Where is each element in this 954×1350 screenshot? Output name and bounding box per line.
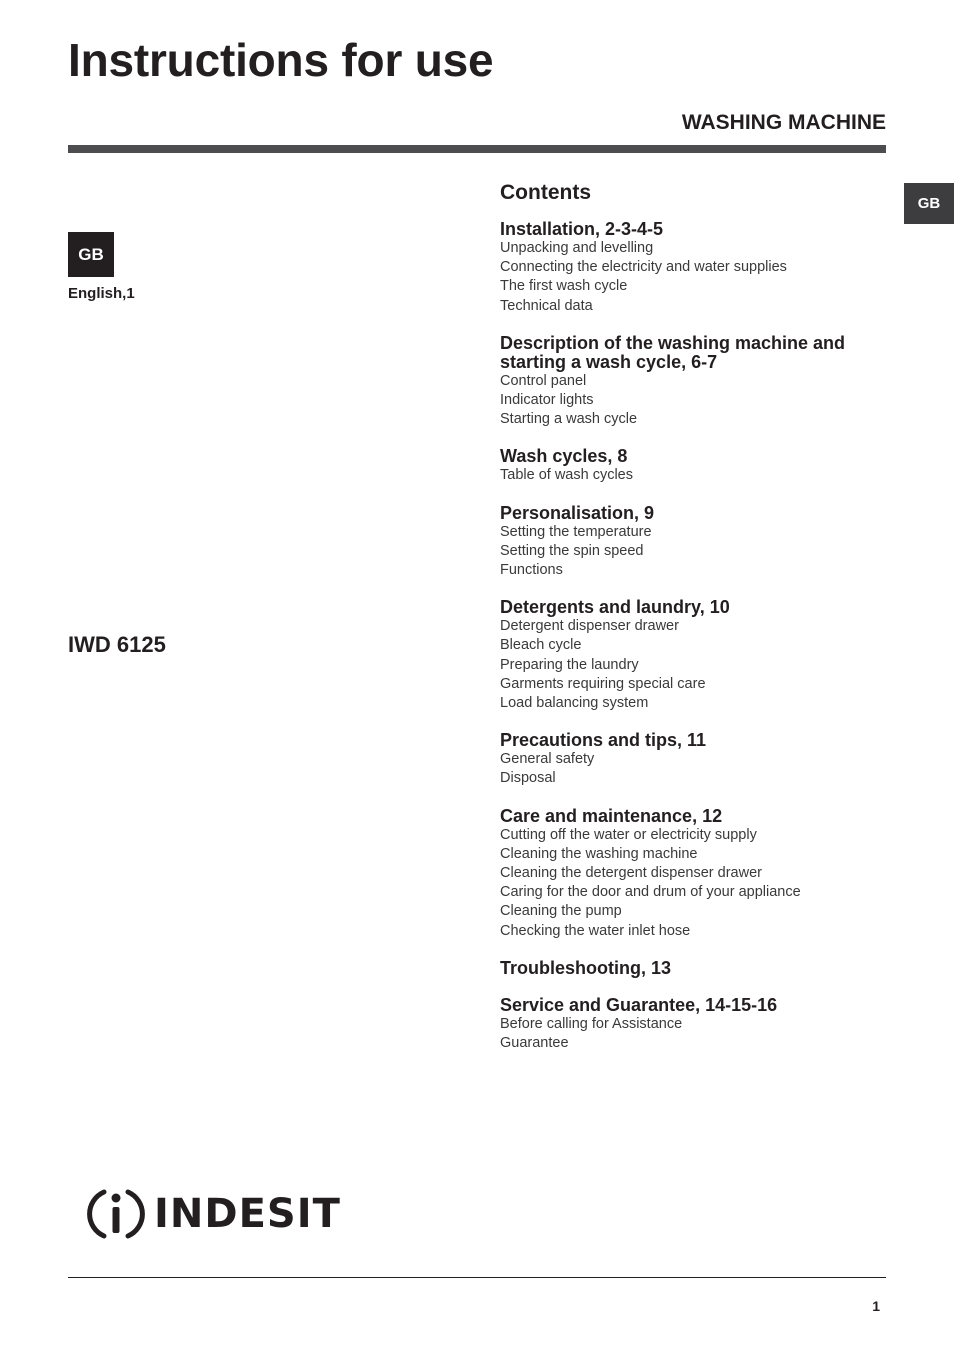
contents-section <box>500 220 890 316</box>
section-item: Garments requiring special care <box>500 675 706 692</box>
section-items <box>500 372 890 430</box>
section-title: Service and Guarantee, 14-15-16 <box>500 994 778 1015</box>
section-items <box>500 1015 890 1053</box>
contents-section <box>500 731 890 788</box>
section-item: General safety <box>500 751 595 768</box>
contents-heading: Contents <box>500 181 591 204</box>
section-item: Preparing the laundry <box>500 656 639 673</box>
section-item: Detergent dispenser drawer <box>500 618 679 635</box>
contents-section <box>500 959 890 978</box>
indesit-logo-icon <box>84 1182 148 1246</box>
section-item: Starting a wash cycle <box>500 411 638 428</box>
section-title: Care and maintenance, 12 <box>500 805 723 826</box>
section-title: Personalisation, 9 <box>500 502 655 523</box>
header-divider <box>68 145 886 153</box>
contents-section <box>500 447 890 485</box>
section-item: Cutting off the water or electricity supply <box>500 826 757 843</box>
table-of-contents <box>500 180 890 1071</box>
contents-section <box>500 334 890 430</box>
language-side-tab: GB <box>904 183 954 224</box>
footer-divider <box>68 1277 886 1278</box>
section-item: Disposal <box>500 770 556 787</box>
contents-sections <box>500 220 890 1053</box>
section-item: Cleaning the detergent dispenser drawer <box>500 865 762 882</box>
section-items <box>500 466 890 485</box>
section-item: Checking the water inlet hose <box>500 922 691 939</box>
language-label: English,1 <box>68 285 135 302</box>
contents-section <box>500 996 890 1053</box>
section-title: Installation, 2-3-4-5 <box>500 219 664 239</box>
section-title: Troubleshooting, 13 <box>500 957 672 978</box>
section-item: Control panel <box>500 372 587 389</box>
section-item: Cleaning the washing machine <box>500 845 698 862</box>
model-number: IWD 6125 <box>68 632 166 657</box>
section-title: Detergents and laundry, 10 <box>500 597 730 618</box>
section-item: Unpacking and levelling <box>500 240 654 256</box>
section-item: Connecting the electricity and water supplies <box>500 259 787 276</box>
section-item: Cleaning the pump <box>500 903 622 920</box>
brand-wordmark: INDESIT <box>154 1191 341 1237</box>
section-item: Bleach cycle <box>500 637 582 654</box>
contents-section <box>500 504 890 581</box>
page-number: 1 <box>872 1298 880 1314</box>
section-items <box>500 750 890 788</box>
section-item: Before calling for Assistance <box>500 1015 683 1032</box>
section-title: Description of the washing machine and starting a wash cycle, 6-7 <box>500 332 846 372</box>
section-item: Setting the temperature <box>500 523 652 540</box>
section-title: Wash cycles, 8 <box>500 446 628 467</box>
section-item: Table of wash cycles <box>500 467 633 484</box>
contents-section <box>500 598 890 713</box>
section-item: Functions <box>500 562 563 579</box>
section-item: Setting the spin speed <box>500 542 644 559</box>
section-items <box>500 826 890 941</box>
brand-logo <box>84 1182 341 1246</box>
document-title: Instructions for use <box>68 34 494 86</box>
section-item: The first wash cycle <box>500 278 628 295</box>
section-items <box>500 239 890 316</box>
contents-section <box>500 807 890 941</box>
section-item: Indicator lights <box>500 392 594 409</box>
section-item: Technical data <box>500 297 593 314</box>
section-item: Load balancing system <box>500 695 649 712</box>
section-items <box>500 523 890 581</box>
section-title: Precautions and tips, 11 <box>500 730 707 751</box>
language-badge: GB <box>68 232 114 277</box>
section-items <box>500 617 890 713</box>
section-item: Caring for the door and drum of your appliance <box>500 884 801 901</box>
document-subtitle: WASHING MACHINE <box>681 111 886 134</box>
section-item: Guarantee <box>500 1035 569 1052</box>
